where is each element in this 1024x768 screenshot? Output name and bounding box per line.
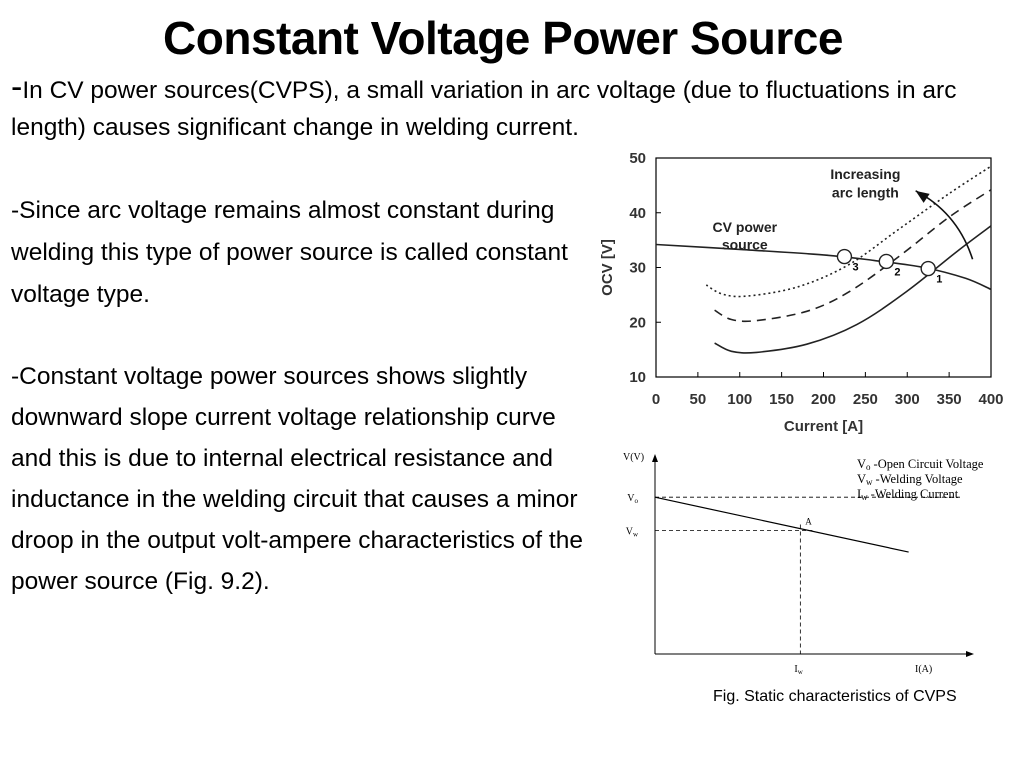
legend-entry-3: Iw -Welding Current: [857, 487, 959, 502]
y-tick-label-sub-2: w: [632, 530, 638, 539]
operating-point-3: [837, 250, 851, 264]
y-axis-label: OCV [V]: [599, 239, 616, 296]
y-tick-label: 40: [629, 204, 646, 222]
legend-sub-1: o: [866, 462, 871, 472]
intro-dash: -: [11, 68, 23, 106]
y-tick-label-2: $V_w$: [625, 526, 638, 539]
operating-point-label-2: 2: [894, 266, 901, 279]
y-axis-arrowhead: [652, 454, 658, 462]
operating-point-1: [921, 262, 935, 276]
point-a-label: A: [805, 516, 812, 527]
cv-power-source-line2: source: [721, 236, 768, 253]
downward-slope-paragraph: -Constant voltage power sources shows slightly downward slope current voltage relationship curve and this is due to internal electrical resistance and inductance in the welding circuit that causes a minor droop in the output volt-ampere characteristics of the power source (Fig. 9.2).: [11, 363, 583, 595]
legend-text-2: -Welding Voltage: [875, 472, 963, 486]
x-tick-label: 0: [651, 391, 661, 408]
legend-text-3: -Welding Current: [870, 487, 959, 501]
x-tick-label: 200: [810, 391, 837, 408]
intro-text: In CV power sources(CVPS), a small variation in arc voltage (due to fluctuations in arc length) causes significant change in welding current.: [11, 77, 957, 141]
legend-entry-1: Vo -Open Circuit Voltage: [857, 457, 984, 472]
operating-point-label-1: 1: [936, 273, 943, 286]
x-tick-label: 300: [894, 391, 920, 408]
figure-caption: Fig. Static characteristics of CVPS: [713, 688, 957, 705]
legend-sub-2: w: [866, 477, 873, 487]
x-axis-arrowhead: [966, 651, 974, 657]
plot-frame: [656, 158, 991, 377]
y-tick-label-sub-1: o: [634, 497, 638, 506]
x-tick-label: 150: [769, 391, 795, 408]
constant-voltage-paragraph: -Since arc voltage remains almost constant during welding this type of power source is called constant voltage type.: [11, 197, 568, 308]
y-tick-label: 10: [629, 369, 646, 386]
x-tick-label: 350: [936, 391, 962, 408]
x-tick-label: 100: [727, 391, 753, 408]
slide-title: Constant Voltage Power Source: [163, 12, 843, 64]
increasing-arc-length-line2: arc length: [831, 184, 899, 201]
operating-point-label-3: 3: [852, 261, 859, 274]
y-tick-label: 20: [629, 314, 646, 332]
x-axis-label: Current [A]: [783, 418, 864, 435]
x-axis-label: I(A): [915, 664, 933, 675]
y-tick-label: 30: [629, 259, 646, 277]
y-axis-label: V(V): [623, 452, 645, 463]
legend-text-1: -Open Circuit Voltage: [873, 457, 984, 471]
ocv-vs-current-chart: [586, 148, 1016, 444]
legend-sub-3: w: [861, 492, 868, 502]
x-tick-label: 250: [852, 391, 878, 408]
operating-point-2: [879, 254, 893, 268]
intro-paragraph: [11, 68, 1001, 146]
legend-entry-2: Vw -Welding Voltage: [857, 472, 963, 487]
increasing-arc-length-line1: Increasing: [830, 165, 901, 182]
y-tick-label: 50: [629, 150, 646, 167]
cvps-static-characteristics-chart: [610, 446, 1010, 678]
characteristic-line: [655, 497, 909, 552]
cv-power-source-line1: CV power: [712, 218, 778, 235]
x-tick-label: 50: [689, 391, 707, 408]
x-tick-label: 400: [978, 391, 1004, 408]
arc-length-arrowhead: [916, 191, 930, 203]
y-tick-label-1: $V_o$: [627, 493, 638, 506]
series-line-3: [715, 190, 991, 322]
x-tick-label-sub-1: w: [797, 668, 803, 676]
x-tick-label-1: $I_w$: [794, 664, 803, 676]
